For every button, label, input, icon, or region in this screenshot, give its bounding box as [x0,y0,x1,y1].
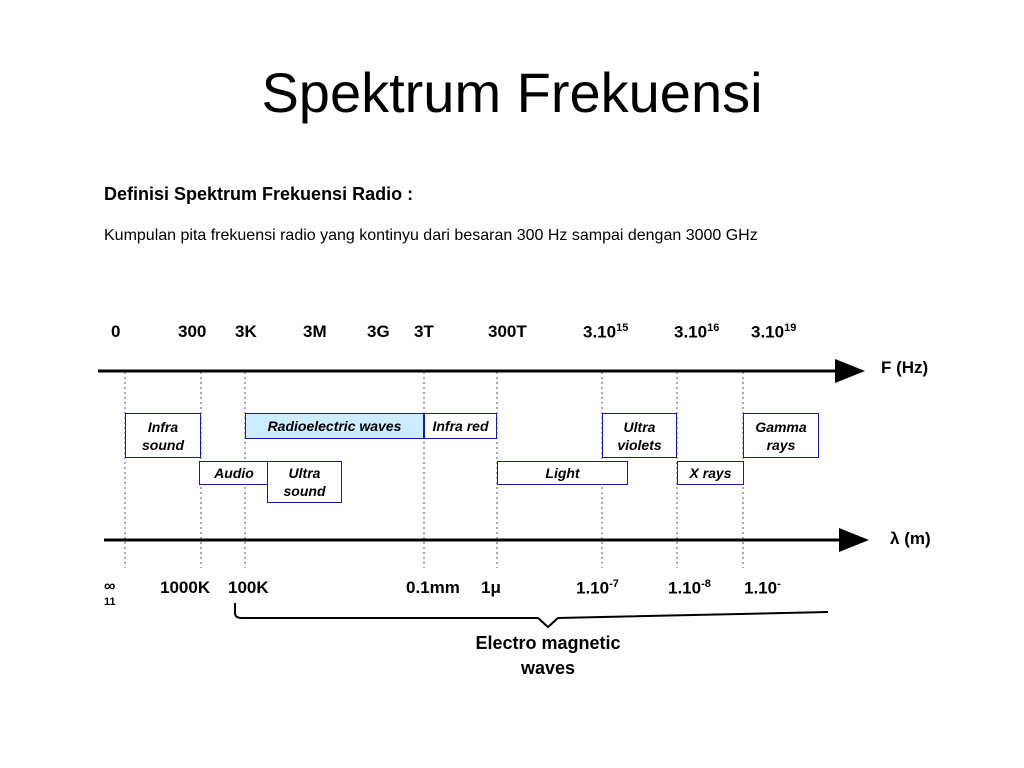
wavelength-tick-infinity-sub: 11 [104,596,116,608]
freq-tick-3g: 3G [367,322,390,341]
freq-tick-3k: 3K [235,322,257,341]
wl-tick-1000k: 1000K [160,578,211,597]
wl-tick-0-1mm: 0.1mm [406,578,460,597]
band-light: Light [497,461,628,485]
freq-tick-3e15: 3.10$^{15}$ [583,322,629,342]
wl-tick-1micron: 1μ [481,578,501,597]
freq-tick-3m: 3M [303,322,327,341]
freq-tick-3t: 3T [414,322,434,341]
wl-tick-1e-7: $1.10^{-7}$ [576,578,619,598]
definition-text: Kumpulan pita frekuensi radio yang kontinyu dari besaran 300 Hz sampai dengan 3000 GHz [104,227,758,244]
page-title: Spektrum Frekuensi [261,61,763,124]
wl-tick-1e-: 1.10- [744,578,781,598]
freq-tick-3e16: 3.10$^{16}$ [674,322,720,342]
freq-tick-300t: 300T [488,322,527,341]
frequency-axis-label: F (Hz) [881,358,929,377]
freq-tick-3e19: 3.10$^{19}$ [751,322,797,342]
band-ultra-sound: Ultra sound [267,461,342,503]
band-radioelectric-waves: Radioelectric waves [245,413,424,439]
band-audio: Audio [199,461,269,485]
wl-tick-1e-8: $1.10^{-8}$ [668,578,711,598]
wl-tick-100k: 100K [228,578,269,597]
lambda-symbol: λ [890,529,900,548]
band-x-rays: X rays [677,461,744,485]
band-infra-sound: Infra sound [125,413,201,458]
freq-tick-300: 300 [178,322,207,341]
definition-heading: Definisi Spektrum Frekuensi Radio : [104,184,414,204]
freq-tick-0: 0 [111,322,121,341]
electromagnetic-brace [235,603,828,627]
band-ultra-violets: Ultra violets [602,413,677,458]
electromagnetic-waves-label: Electro magnetic waves [475,633,621,678]
band-gamma-rays: Gamma rays [743,413,819,458]
band-infra-red: Infra red [424,413,497,439]
wavelength-axis-label: λ (m) [890,529,931,548]
wavelength-tick-infinity: ∞ [104,578,116,595]
